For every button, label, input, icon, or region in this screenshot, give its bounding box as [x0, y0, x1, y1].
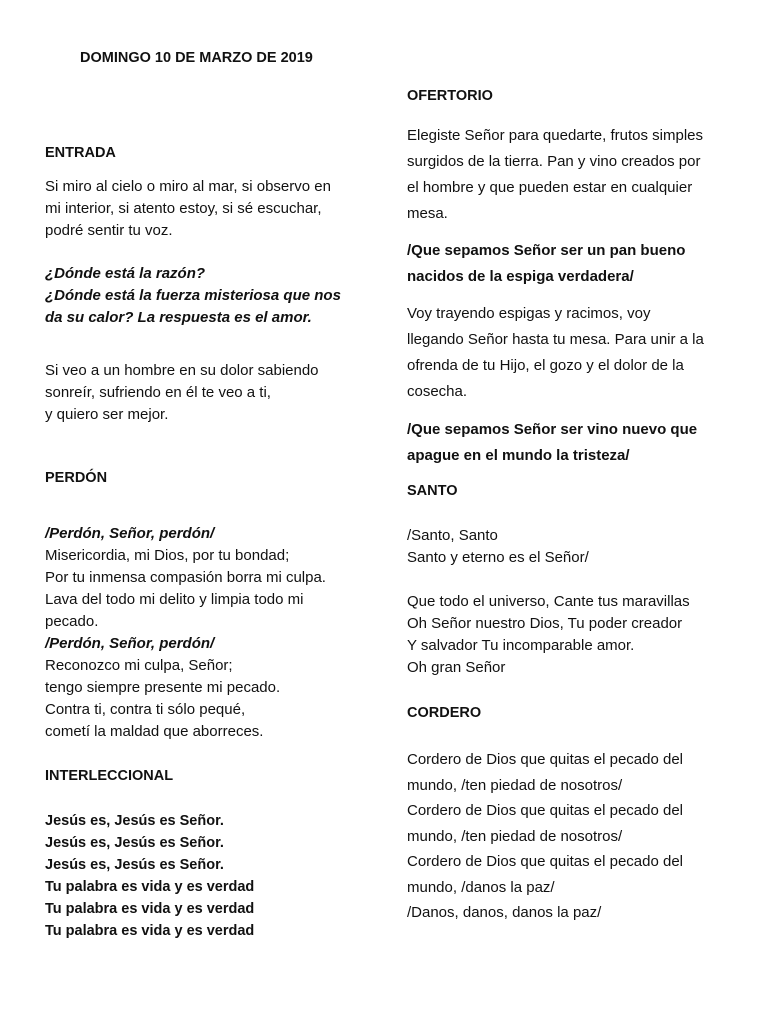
text-line: ofrenda de tu Hijo, el gozo y el dolor de la	[407, 357, 684, 374]
text-line: Reconozco mi culpa, Señor;	[45, 657, 233, 674]
text-line: Misericordia, mi Dios, por tu bondad;	[45, 547, 290, 564]
text-line: mi interior, si atento estoy, si sé escuchar,	[45, 200, 322, 217]
entrada-stanza-1	[45, 176, 331, 242]
text-line: mesa.	[407, 205, 448, 222]
text-line: Tu palabra es vida y es verdad	[45, 901, 255, 917]
interleccional-heading: INTERLECCIONAL	[45, 768, 174, 784]
text-line: Santo y eterno es el Señor/	[407, 549, 589, 566]
text-line: Si veo a un hombre en su dolor sabiendo	[45, 362, 319, 379]
page-title: DOMINGO 10 DE MARZO DE 2019	[80, 50, 313, 66]
text-line: Elegiste Señor para quedarte, frutos simples	[407, 127, 703, 144]
text-line: /Que sepamos Señor ser vino nuevo que	[407, 421, 698, 438]
text-line: Tu palabra es vida y es verdad	[45, 923, 255, 939]
perdon-verses	[45, 523, 326, 743]
text-line: apague en el mundo la tristeza/	[407, 447, 630, 464]
santo-refrain	[407, 525, 589, 569]
text-line: podré sentir tu voz.	[45, 222, 173, 239]
text-line: pecado.	[45, 613, 99, 630]
entrada-heading: ENTRADA	[45, 145, 116, 161]
text-line: Cordero de Dios que quitas el pecado del	[407, 853, 684, 870]
ofertorio-chorus-1	[407, 238, 685, 290]
text-line: llegando Señor hasta tu mesa. Para unir a la	[407, 331, 704, 348]
text-line: Y salvador Tu incomparable amor.	[407, 637, 635, 654]
entrada-stanza-2	[45, 360, 319, 426]
text-line: /Santo, Santo	[407, 527, 498, 544]
perdon-heading: PERDÓN	[45, 470, 108, 486]
text-line: Cordero de Dios que quitas el pecado del	[407, 802, 684, 819]
text-line: Contra ti, contra ti sólo pequé,	[45, 701, 246, 718]
text-line: Cordero de Dios que quitas el pecado del	[407, 751, 684, 768]
text-line: cometí la maldad que aborreces.	[45, 723, 264, 740]
text-line: Que todo el universo, Cante tus maravillas	[407, 593, 690, 610]
text-line: da su calor? La respuesta es el amor.	[45, 309, 312, 326]
text-line: surgidos de la tierra. Pan y vino creados por	[407, 153, 701, 170]
text-line: Lava del todo mi delito y limpia todo mi	[45, 591, 304, 608]
entrada-chorus	[45, 263, 341, 329]
ofertorio-heading: OFERTORIO	[407, 88, 493, 104]
text-line: Voy trayendo espigas y racimos, voy	[407, 305, 651, 322]
cordero-heading: CORDERO	[407, 705, 482, 721]
santo-heading: SANTO	[407, 483, 458, 499]
text-line: nacidos de la espiga verdadera/	[407, 268, 634, 285]
text-line: mundo, /ten piedad de nosotros/	[407, 827, 623, 845]
text-line: ¿Dónde está la razón?	[45, 265, 206, 282]
text-line: Oh Señor nuestro Dios, Tu poder creador	[407, 615, 683, 632]
text-line: Tu palabra es vida y es verdad	[45, 879, 255, 895]
text-line: ¿Dónde está la fuerza misteriosa que nos	[45, 287, 341, 304]
text-line: Por tu inmensa compasión borra mi culpa.	[45, 569, 326, 586]
santo-verse	[407, 591, 690, 679]
text-line: /Danos, danos, danos la paz/	[407, 904, 602, 921]
text-line: mundo, /ten piedad de nosotros/	[407, 776, 623, 794]
text-line: Si miro al cielo o miro al mar, si observo en	[45, 178, 331, 195]
text-line: mundo, /danos la paz/	[407, 878, 555, 896]
text-line: /Que sepamos Señor ser un pan bueno	[407, 242, 686, 259]
text-line: el hombre y que pueden estar en cualquier	[407, 179, 693, 196]
text-line: Jesús es, Jesús es Señor.	[45, 835, 224, 851]
text-line: Jesús es, Jesús es Señor.	[45, 857, 224, 873]
ofertorio-verse-2	[407, 301, 704, 405]
interleccional-lines	[45, 810, 254, 942]
cordero-lines	[407, 747, 683, 926]
text-line: Oh gran Señor	[407, 659, 506, 676]
text-line: sonreír, sufriendo en él te veo a ti,	[45, 384, 271, 401]
refrain-line: /Perdón, Señor, perdón/	[45, 525, 215, 542]
refrain-line: /Perdón, Señor, perdón/	[45, 635, 215, 652]
ofertorio-chorus-2	[407, 417, 697, 469]
text-line: y quiero ser mejor.	[45, 406, 169, 423]
text-line: cosecha.	[407, 383, 468, 400]
ofertorio-verse-1	[407, 123, 703, 227]
text-line: Jesús es, Jesús es Señor.	[45, 813, 224, 829]
text-line: tengo siempre presente mi pecado.	[45, 679, 281, 696]
